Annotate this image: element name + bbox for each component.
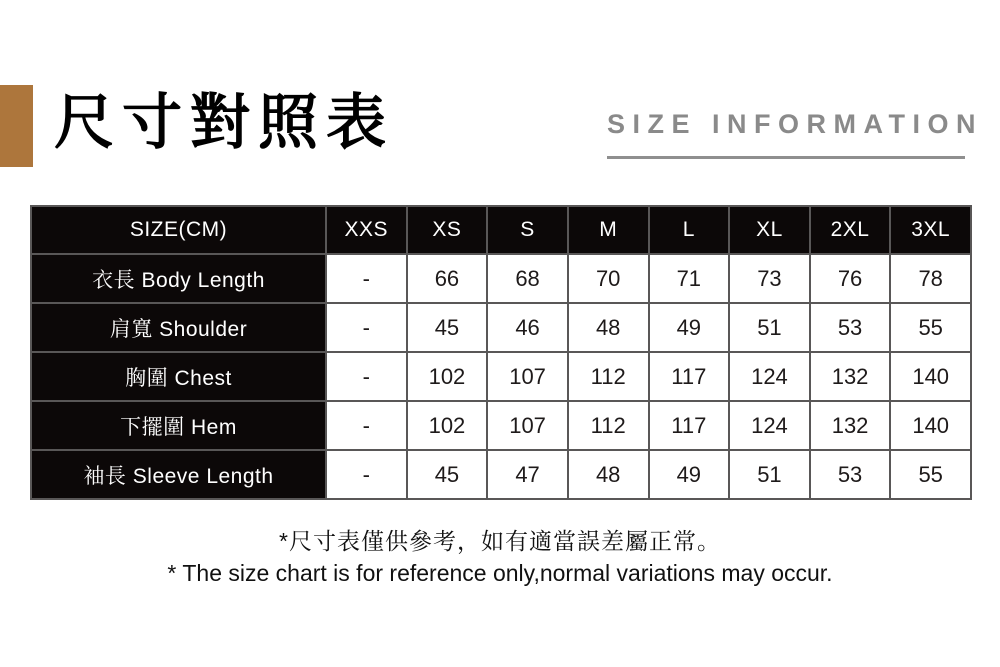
size-value-cell: 49 <box>649 303 730 352</box>
size-value-cell: 107 <box>487 352 568 401</box>
note-english: * The size chart is for reference only,normal variations may occur. <box>167 560 833 586</box>
size-value-cell: 117 <box>649 352 730 401</box>
measure-row-label: 衣長 Body Length <box>31 254 326 303</box>
size-value-cell: - <box>326 352 407 401</box>
size-value-cell: 53 <box>810 450 891 499</box>
size-value-cell: 48 <box>568 450 649 499</box>
measure-row-label: 肩寬 Shoulder <box>31 303 326 352</box>
size-col-header-s: S <box>487 206 568 254</box>
unit-header-cell: SIZE(CM) <box>31 206 326 254</box>
table-row-sleeve-length <box>31 450 971 499</box>
size-value-cell: - <box>326 450 407 499</box>
size-value-cell: 107 <box>487 401 568 450</box>
size-value-cell: 117 <box>649 401 730 450</box>
size-information-underline <box>607 156 965 159</box>
size-value-cell: 112 <box>568 401 649 450</box>
size-value-cell: 78 <box>890 254 971 303</box>
size-value-cell: 102 <box>407 401 488 450</box>
size-value-cell: 124 <box>729 352 810 401</box>
table-row-chest <box>31 352 971 401</box>
size-col-header-3xl: 3XL <box>890 206 971 254</box>
measure-row-label: 袖長 Sleeve Length <box>31 450 326 499</box>
size-value-cell: 47 <box>487 450 568 499</box>
size-value-cell: 132 <box>810 401 891 450</box>
size-value-cell: 112 <box>568 352 649 401</box>
page-title: 尺寸對照表 <box>54 89 394 156</box>
size-value-cell: 70 <box>568 254 649 303</box>
measure-row-label: 胸圍 Chest <box>31 352 326 401</box>
size-chart-table <box>30 205 972 500</box>
size-col-header-xl: XL <box>729 206 810 254</box>
size-value-cell: 132 <box>810 352 891 401</box>
measure-row-label: 下擺圍 Hem <box>31 401 326 450</box>
size-information-heading: SIZE INFORMATION <box>607 109 983 139</box>
size-value-cell: 55 <box>890 303 971 352</box>
size-value-cell: - <box>326 303 407 352</box>
size-value-cell: 48 <box>568 303 649 352</box>
size-value-cell: 140 <box>890 352 971 401</box>
table-row-shoulder <box>31 303 971 352</box>
size-col-header-m: M <box>568 206 649 254</box>
title-accent-bar <box>0 85 33 167</box>
size-value-cell: 66 <box>407 254 488 303</box>
size-value-cell: 51 <box>729 450 810 499</box>
table-row-hem <box>31 401 971 450</box>
size-value-cell: 53 <box>810 303 891 352</box>
size-value-cell: 51 <box>729 303 810 352</box>
size-value-cell: 46 <box>487 303 568 352</box>
table-header-row <box>31 206 971 254</box>
size-value-cell: 49 <box>649 450 730 499</box>
size-col-header-2xl: 2XL <box>810 206 891 254</box>
size-value-cell: 71 <box>649 254 730 303</box>
size-col-header-l: L <box>649 206 730 254</box>
size-value-cell: 55 <box>890 450 971 499</box>
size-value-cell: 68 <box>487 254 568 303</box>
size-value-cell: - <box>326 254 407 303</box>
size-value-cell: - <box>326 401 407 450</box>
size-value-cell: 102 <box>407 352 488 401</box>
size-col-header-xxs: XXS <box>326 206 407 254</box>
size-value-cell: 140 <box>890 401 971 450</box>
size-value-cell: 124 <box>729 401 810 450</box>
size-value-cell: 45 <box>407 303 488 352</box>
size-value-cell: 73 <box>729 254 810 303</box>
table-row-body-length <box>31 254 971 303</box>
size-col-header-xs: XS <box>407 206 488 254</box>
note-chinese: *尺寸表僅供參考，如有適當誤差屬正常。 <box>279 528 721 554</box>
size-value-cell: 45 <box>407 450 488 499</box>
size-value-cell: 76 <box>810 254 891 303</box>
